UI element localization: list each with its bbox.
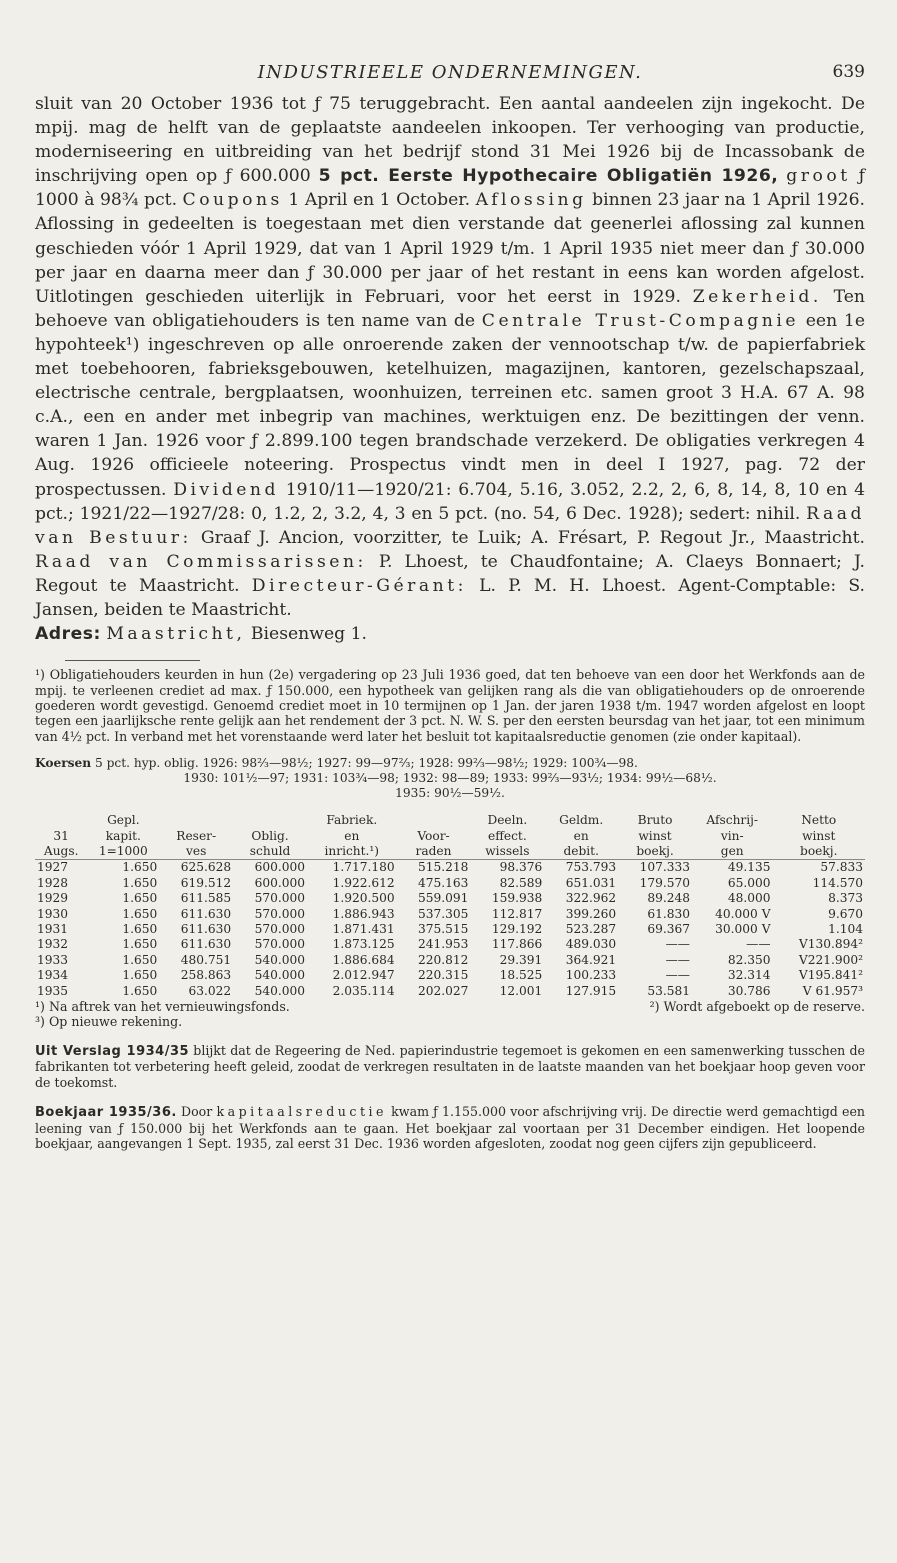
table-cell: 107.333 [639,860,690,875]
table-cell: 611.630 [180,906,232,921]
table-cell: 540.000 [254,952,305,967]
koersen-line-1 [35,756,865,771]
table-cell: 48.000 [727,891,771,906]
table-header-row [35,844,865,860]
table-row [35,860,865,876]
table-header-cell: Gepl. [107,813,140,828]
table-cell: —— [665,937,690,952]
label-coupons: Coupons [182,190,283,211]
table-cell: 63.022 [188,983,232,998]
table-cell: 1.650 [122,968,158,983]
table-cell: 53.581 [647,983,690,998]
table-cell-year: 1927 [37,860,69,875]
table-footnote-2: ²) Wordt afgeboekt op de reserve. [649,999,865,1015]
boekjaar-kapitaalsreductie: kapitaalsreductie [216,1104,387,1120]
header-title: INDUSTRIEELE ONDERNEMINGEN. [257,62,643,83]
table-header-cell: en [344,828,360,843]
label-directeur-gerant: Directeur-Gérant: [251,575,467,596]
table-cell: 753.793 [565,860,617,875]
table-cell: 8.373 [828,891,863,906]
table-cell: 364.921 [565,952,617,967]
address-line [35,622,865,646]
table-cell: 570.000 [254,922,305,937]
table-cell: 1.650 [122,937,158,952]
table-header-cell: schuld [233,844,307,860]
table-header-row [35,829,865,844]
table-header-cell: Deeln. [487,813,528,828]
table-cell: —— [665,952,690,967]
table-cell: 1.873.125 [332,937,395,952]
table-cell: 18.525 [499,968,543,983]
label-raad-van-commissarissen: Raad van Commissarissen: [35,551,367,572]
table-cell: 100.233 [565,968,617,983]
table-cell: 57.833 [820,860,863,875]
table-cell: 537.305 [418,906,469,921]
verslag-text: blijkt dat de Regeering de Ned. papierindustrie tegemoet is gekomen en een samenwerking tusschen de fabrikanten tot verbetering heeft geleid, zoodat de verkregen resultaten in de laatste maanden van het boekjaar hoop geven voor de toekomst. [35,1043,865,1090]
table-cell: —— [665,968,690,983]
table-cell: 600.000 [254,860,305,875]
koersen [35,756,865,801]
table-header-cell: gen [692,844,773,860]
koersen-label: Koersen [35,756,92,771]
table-header-cell: winst [638,828,672,843]
table-cell: 475.163 [418,875,469,890]
table-cell: 2.035.114 [332,983,395,998]
table-header-cell: inricht.¹) [307,844,397,860]
verslag-section [35,1043,865,1090]
table-footnote-3: ³) Op nieuwe rekening. [35,1014,183,1030]
table-cell: 540.000 [254,968,305,983]
table-cell: 159.938 [491,891,543,906]
table-row [35,922,865,937]
label-dividend: Dividend [173,479,279,500]
table-cell: 32.314 [727,968,771,983]
table-cell: 1.650 [122,952,158,967]
table-cell: 570.000 [254,937,305,952]
table-header-cell: debit. [544,844,618,860]
bond-title: 5 pct. Eerste Hypothecaire Obligatiën 1926, [318,166,779,187]
table-cell: 179.570 [639,875,690,890]
label-aflossing: Aflossing [475,190,587,211]
table-header-cell: boekj. [618,844,692,860]
verslag-paragraph [35,1043,865,1090]
table-footnotes [35,999,865,1029]
text-coupons: 1 April en 1 October. [288,190,471,211]
table-cell: 515.218 [418,860,469,875]
table-cell: 559.091 [418,891,469,906]
table-cell: 322.962 [565,891,617,906]
table-header-cell: vin- [720,828,744,843]
table-cell: 625.628 [180,860,232,875]
label-groot: groot [786,166,851,187]
table-header-cell: Bruto [637,813,673,828]
table-cell: 112.817 [491,906,543,921]
table-cell: 480.751 [180,952,232,967]
koersen-line-1-text: 5 pct. hyp. oblig. 1926: 98⅔—98½; 1927: 99—97⅔; 1928: 99⅔—98½; 1929: 100¾—98. [94,756,638,771]
table-header-cell [159,813,233,828]
table-header-cell: Fabriek. [326,813,378,828]
table-header-cell: raden [397,844,471,860]
table-header-cell: kapit. [105,828,141,843]
table-footnote-1: ¹) Na aftrek van het vernieuwingsfonds. [35,999,290,1015]
table-cell: 12.001 [499,983,543,998]
table-cell-year: 1935 [37,983,69,998]
text-zekerheid: Ten behoeve van obligatiehouders is ten name van de [35,286,865,331]
table-cell: 49.135 [727,860,771,875]
table-cell: 1.886.943 [332,906,395,921]
boekjaar-label: Boekjaar 1935/36. [35,1105,177,1121]
table-cell-year: 1933 [37,952,69,967]
table-cell: 651.031 [565,875,617,890]
table-cell: 1.650 [122,875,158,890]
table-cell: V221.900² [798,952,863,967]
company-paragraph [35,92,865,622]
table-header-cell [233,813,307,828]
table-cell: 570.000 [254,891,305,906]
table-cell: 1.886.684 [332,952,395,967]
table-header-cell: Oblig. [251,828,289,843]
table-cell: 1.650 [122,891,158,906]
table-cell: 114.570 [812,875,863,890]
running-header [35,58,865,92]
table-header-cell: 31 [53,828,69,843]
table-cell: 9.670 [828,906,863,921]
table-cell: 523.287 [565,922,617,937]
table-header-cell: Netto [801,813,837,828]
boekjaar-section [35,1104,865,1151]
trust-company-name: Centrale Trust-Compagnie [481,310,800,331]
address-street: Biesenweg 1. [250,624,367,645]
table-header-row [35,813,865,828]
table-cell: 69.367 [647,922,690,937]
table-header-cell: winst [802,828,836,843]
table-cell: 65.000 [727,875,771,890]
text-dividend: 1910/11—1920/21: 6.704, 5.16, 3.052, 2.2, 2, 6, 8, 14, 8, 10 en 4 pct.; 1921/22—1927/28: 0, 1.2, 2, 3.2, 4, 3 en 5 pct. (no. 54, 6 Dec. 1928); sedert: nihil. [35,479,866,524]
table-header-cell: Geldm. [559,813,604,828]
financial-table-body [35,813,865,999]
table-footnote-row [35,999,865,1014]
table-cell-year: 1934 [37,968,69,983]
text-hypotheek: een 1e hypohteek¹) ingeschreven op alle onroerende zaken der vennootschap t/w. de papierfabriek met toebehooren, fabrieksgebouwen, ketelhuizen, magazijnen, kantoren, gezelschapszaal, electrische centrale, bergplaatsen, woonhuizen, terreinen etc. samen groot 3 H.A. 67 A. 98 c.A., een en ander met inbegrip van machines, werktuigen enz. De bezittingen der venn. waren 1 Jan. 1926 voor ƒ 2.899.100 tegen brandschade verzekerd. De obligaties verkregen 4 Aug. 1926 officieele noteering. Prospectus vindt men in deel I 1927, pag. 72 der prospectussen. [35,310,866,500]
label-raad-van-bestuur: Raad van Bestuur: [35,503,865,548]
table-cell: 82.350 [727,952,771,967]
table-cell: —— [746,937,771,952]
table-cell: V130.894² [798,937,863,952]
table-cell: 61.830 [647,906,690,921]
table-header-cell: boekj. [773,844,866,860]
table-cell: 570.000 [254,906,305,921]
table-cell: 1.104 [828,922,863,937]
table-cell-year: 1928 [37,875,69,890]
financial-table [35,813,865,999]
table-cell: 600.000 [254,875,305,890]
table-cell: 399.260 [565,906,617,921]
table-header-cell: en [573,828,589,843]
table-cell: 241.953 [418,937,469,952]
text-directeur-gerant: L. P. M. H. Lhoest. Agent-Comptable: S. Jansen, beiden te Maastricht. [35,575,866,620]
koersen-line-2: 1930: 101½—97; 1931: 103¾—98; 1932: 98—89; 1933: 99⅔—93½; 1934: 99½—68½. [183,771,717,786]
table-header-cell [397,813,471,828]
table-row [35,891,865,906]
table-header-cell: 1=1000 [87,844,159,860]
table-cell-year: 1931 [37,922,69,937]
label-zekerheid: Zekerheid. [692,286,822,307]
table-cell: 258.863 [180,968,232,983]
table-cell: 619.512 [180,875,232,890]
table-cell: 127.915 [565,983,617,998]
text-denomination: ƒ 1000 à 98¾ pct. [35,166,865,211]
page-number: 639 [832,62,865,82]
table-cell: 611.630 [180,922,232,937]
table-cell: 89.248 [647,891,690,906]
table-cell: 98.376 [499,860,543,875]
table-header-cell: effect. [488,828,527,843]
label-adres: Adres: [35,624,101,645]
table-cell: 540.000 [254,983,305,998]
table-header-cell [35,813,87,828]
table-row [35,984,865,999]
table-row [35,907,865,922]
table-cell: 1.922.612 [332,875,395,890]
table-cell: 489.030 [565,937,617,952]
table-cell: 82.589 [499,875,543,890]
boekjaar-paragraph [35,1104,865,1151]
text-raad-van-commissarissen: P. Lhoest, te Chaudfontaine; A. Claeys Bonnaert; J. Regout te Maastricht. [35,551,866,596]
table-row [35,968,865,983]
table-cell: 220.315 [418,968,469,983]
verslag-label: Uit Verslag 1934/35 [35,1044,190,1060]
table-cell: 611.585 [180,891,232,906]
table-header-cell: Reser- [176,828,217,843]
footnote [35,667,865,744]
table-cell: 611.630 [180,937,232,952]
table-cell-year: 1932 [37,937,69,952]
text-raad-van-bestuur: Graaf J. Ancion, voorzitter, te Luik; A. Frésart, P. Regout Jr., Maastricht. [200,527,865,548]
table-cell: 1.871.431 [332,922,395,937]
table-header-cell: wissels [470,844,544,860]
table-cell: 1.717.180 [332,860,395,875]
table-cell: 117.866 [491,937,543,952]
koersen-line-3: 1935: 90½—59½. [395,786,505,801]
boekjaar-text-2: kwam ƒ 1.155.000 voor afschrijving vrij. De directie werd gemachtigd een leening van ƒ 150.000 bij het Werkfonds aan te gaan. Het boekjaar zal voortaan per 31 December eindigen. Het loopende boekjaar, aangevangen 1 Sept. 1935, zal eerst 31 Dec. 1936 worden afgesloten, zoodat nog geen cijfers zijn gepubliceerd. [35,1104,866,1152]
table-cell: 129.192 [491,922,543,937]
table-cell: 2.012.947 [332,968,395,983]
table-cell: 30.000 V [715,922,771,937]
table-cell: V195.841² [798,968,863,983]
table-cell: 1.650 [122,860,158,875]
text-intro: sluit van 20 October 1936 tot ƒ 75 teruggebracht. Een aantal aandeelen zijn ingekocht. De mpij. mag de helft van de geplaatste aandeelen inkoopen. Ter verhooging van productie, moderniseering en uitbreiding van het bedrijf stond 31 Mei 1926 bij de Incassobank de inschrijving open op ƒ 600.000 [35,94,865,187]
table-header-cell: Voor- [417,828,450,843]
main-text [35,92,865,646]
table-cell: 220.812 [418,952,469,967]
address-city: Maastricht, [106,624,246,645]
table-cell: 1.650 [122,983,158,998]
table-cell: 375.515 [418,922,469,937]
text-aflossing: binnen 23 jaar na 1 April 1926. Aflossing in gedeelten is toegestaan met dien verstande dat geenerlei aflossing zal kunnen geschieden vóór 1 April 1929, dat van 1 April 1929 t/m. 1 April 1935 niet meer dan ƒ 30.000 per jaar en daarna meer dan ƒ 30.000 per jaar of het restant in eens kan worden afgelost. Uitlotingen geschieden uiterlijk in Februari, voor het eerst in 1929. [35,190,866,307]
table-header-cell: Afschrij- [706,813,759,828]
table-cell: 1.920.500 [332,891,395,906]
table-cell: 1.650 [122,906,158,921]
footnote-1: ¹) Obligatiehouders keurden in hun (2e) vergadering op 23 Juli 1936 goed, dat ten behoeve van een door het Werkfonds aan de mpij. te verleenen crediet ad max. ƒ 150.000, een hypotheek van gelijken rang als die van obligatiehouders op de onroerende goederen wordt gevestigd. Genoemd crediet moet in 10 termijnen op 1 Jan. der jaren 1938 t/m. 1947 worden afgelost en loopt tegen een jaarlijksche rente gelijk aan het rendement der 3 pct. N. W. S. per den eersten beursdag van het jaar, tot een minimum van 4½ pct. In verband met het vorenstaande werd later het besluit tot kapitaalsreductie genomen (zie onder kapitaal). [35,667,865,744]
boekjaar-text-1: Door [181,1104,213,1120]
table-cell: 29.391 [499,952,543,967]
table-header-cell: ves [159,844,233,860]
table-row [35,876,865,891]
table-cell: 202.027 [418,983,469,998]
table-row [35,953,865,968]
table-row [35,937,865,952]
table-cell: V 61.957³ [802,983,863,998]
table-cell-year: 1929 [37,891,69,906]
footnote-divider [65,660,200,661]
table-cell: 30.786 [727,983,771,998]
table-cell: 1.650 [122,922,158,937]
table-cell-year: 1930 [37,906,69,921]
table-header-cell: Augs. [35,844,87,860]
table-cell: 40.000 V [715,906,771,921]
